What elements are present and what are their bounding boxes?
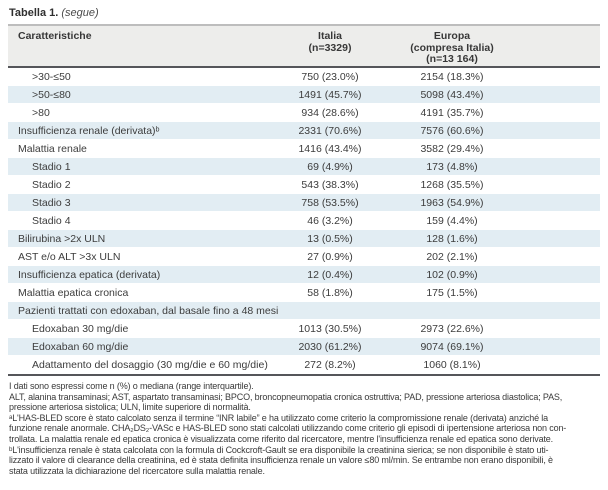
table-row	[8, 320, 600, 338]
cell-italia: 12 (0.4%)	[307, 268, 353, 281]
cell-europa: 5098 (43.4%)	[420, 88, 484, 101]
cell-italia: 13 (0.5%)	[307, 232, 353, 245]
table-row	[8, 338, 600, 356]
cell-italia: 2030 (61.2%)	[298, 340, 362, 353]
cell-europa: 202 (2.1%)	[426, 250, 478, 263]
table-caption-title: Tabella 1.	[9, 7, 59, 19]
row-label: AST e/o ALT >3x ULN	[18, 250, 121, 263]
footnote-line: funzione renale anormale. CHA₂DS₂-VASc e HAS-BLED sono stati calcolati utilizzando come criterio gli episodi di ipertensione arteriosa non con-	[9, 423, 567, 434]
cell-italia: 758 (53.5%)	[301, 196, 359, 209]
row-label: Malattia renale	[18, 142, 87, 155]
table-caption-suffix: (segue)	[61, 7, 99, 19]
cell-italia: 934 (28.6%)	[301, 106, 359, 119]
table-row	[8, 212, 600, 230]
cell-italia: 58 (1.8%)	[307, 286, 353, 299]
cell-europa: 1060 (8.1%)	[423, 358, 481, 371]
header-italia-line1: Italia	[318, 30, 342, 42]
footnote-line: trollata. La malattia renale ed epatica cronica è visualizzata come riferito dal ricercatore, mentre l'insufficienza renale ed epatica sono derivate.	[9, 433, 554, 444]
cell-europa: 128 (1.6%)	[426, 232, 478, 245]
table-row	[8, 122, 600, 140]
table-footnotes	[9, 381, 600, 476]
table-row	[8, 194, 600, 212]
header-col-europa	[400, 31, 504, 66]
row-label: >80	[32, 106, 50, 119]
cell-europa: 1268 (35.5%)	[420, 178, 484, 191]
cell-europa: 3582 (29.4%)	[420, 142, 484, 155]
header-europa-line3: (n=13 164)	[426, 53, 478, 65]
table-row	[8, 248, 600, 266]
table-row	[8, 176, 600, 194]
row-label: Malattia epatica cronica	[18, 286, 129, 299]
row-label: Insufficienza renale (derivata)ᵇ	[18, 124, 160, 137]
cell-europa: 4191 (35.7%)	[420, 106, 484, 119]
table-row	[8, 356, 600, 374]
table-row	[8, 86, 600, 104]
footnote-line: pressione arteriosa sistolica; ULN, limite superiore di normalità.	[9, 402, 251, 413]
header-col-italia	[260, 31, 400, 66]
row-label: Stadio 2	[32, 178, 71, 191]
table-row	[8, 68, 600, 86]
table-row	[8, 284, 600, 302]
cell-europa: 2973 (22.6%)	[420, 322, 484, 335]
table-caption	[9, 7, 600, 20]
table-body	[8, 68, 600, 374]
row-label: Pazienti trattati con edoxaban, dal basale fino a 48 mesi	[18, 304, 279, 317]
row-label: Stadio 1	[32, 160, 71, 173]
footnote-line: I dati sono espressi come n (%) o mediana (range interquartile).	[9, 381, 254, 391]
row-label: Adattamento del dosaggio (30 mg/die e 60 mg/die)	[32, 358, 268, 371]
cell-italia: 1013 (30.5%)	[298, 322, 362, 335]
cell-italia: 69 (4.9%)	[307, 160, 353, 173]
data-table	[8, 24, 600, 376]
cell-europa: 2154 (18.3%)	[420, 70, 484, 83]
table-row	[8, 266, 600, 284]
table-row-section	[8, 302, 600, 320]
cell-europa: 9074 (69.1%)	[420, 340, 484, 353]
cell-italia: 46 (3.2%)	[307, 214, 353, 227]
footnote-line: ALT, alanina transaminasi; AST, aspartato transaminasi; BPCO, broncopneumopatia cronica ostruttiva; PAD, pressione arteriosa diastolica; PAS,	[9, 391, 563, 402]
header-europa-line1: Europa	[433, 30, 471, 42]
cell-italia: 1416 (43.4%)	[298, 142, 362, 155]
row-label: Edoxaban 30 mg/die	[32, 322, 129, 335]
cell-italia: 1491 (45.7%)	[298, 88, 362, 101]
footnote-line: ᵇL'insufficienza renale è stata calcolata con la formula di Cockcroft-Gault se era disponibile la creatinina sierica; se non disponibile è stato uti-	[9, 444, 549, 455]
header-col-caratteristiche: Caratteristiche	[18, 30, 92, 42]
header-europa-line2: (compresa Italia)	[410, 41, 494, 54]
row-label: Edoxaban 60 mg/die	[32, 340, 129, 353]
table-row	[8, 104, 600, 122]
cell-europa: 1963 (54.9%)	[420, 196, 484, 209]
cell-italia: 2331 (70.6%)	[298, 124, 362, 137]
row-label: Stadio 3	[32, 196, 71, 209]
row-label: Insufficienza epatica (derivata)	[18, 268, 161, 281]
footnote-line: ᵃL'HAS-BLED score è stato calcolato senza il termine “INR labile” e ha utilizzato come criterio la compromissione renale (derivata) anziché la	[9, 412, 549, 423]
cell-europa: 102 (0.9%)	[426, 268, 478, 281]
row-label: Stadio 4	[32, 214, 71, 227]
cell-italia: 27 (0.9%)	[307, 250, 353, 263]
row-label: Bilirubina >2x ULN	[18, 232, 106, 245]
cell-italia: 543 (38.3%)	[301, 178, 359, 191]
table-row	[8, 158, 600, 176]
cell-europa: 173 (4.8%)	[426, 160, 478, 173]
cell-europa: 159 (4.4%)	[426, 214, 478, 227]
table-row	[8, 140, 600, 158]
row-label: >50-≤80	[32, 88, 71, 101]
table-header	[8, 26, 600, 68]
footnote-line: lizzato il valore di clearance della creatinina, ed è stata definita insufficienza renale un valore ≤80 ml/min. Se entrambe non erano disponibili, è	[9, 455, 553, 466]
cell-europa: 7576 (60.6%)	[420, 124, 484, 137]
cell-italia: 750 (23.0%)	[301, 70, 359, 83]
header-italia-line2: (n=3329)	[308, 41, 352, 54]
footnote-line: stata utilizzata la dichiarazione del ricercatore sulla malattia renale.	[9, 465, 265, 476]
table-row	[8, 230, 600, 248]
row-label: >30-≤50	[32, 70, 71, 83]
cell-europa: 175 (1.5%)	[426, 286, 478, 299]
cell-italia: 272 (8.2%)	[304, 358, 356, 371]
